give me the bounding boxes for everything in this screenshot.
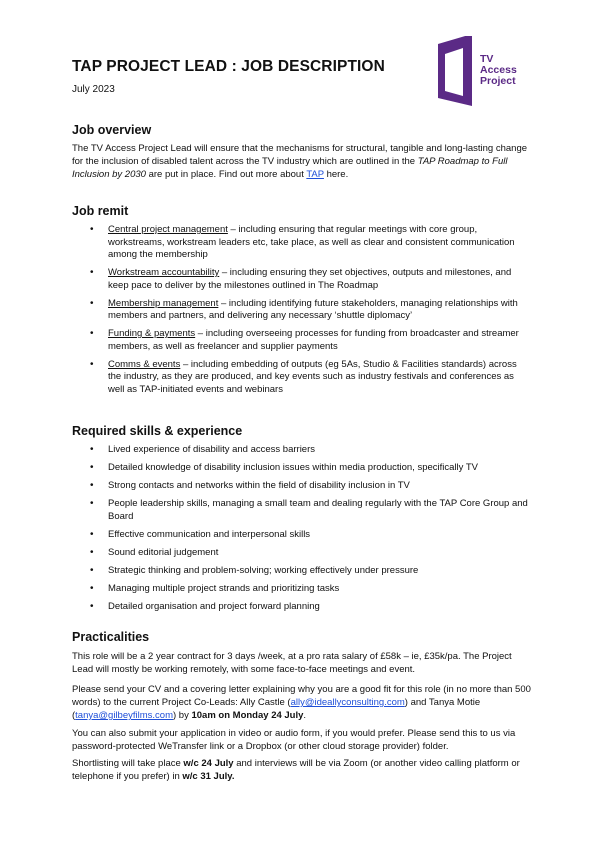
- skill-item: • Lived experience of disability and access barriers: [72, 444, 532, 457]
- skill-item: • Detailed knowledge of disability inclusion issues within media production, specifically TV: [72, 462, 532, 475]
- practicalities-video-option: You can also submit your application in video or audio form, if you would prefer. Please send this to us via password-protected WeTransfer link or a Dropbox (or other cloud storage provider) folder.: [72, 728, 516, 752]
- remit-item: [72, 359, 532, 397]
- remit-item-text: – including ensuring that regular meetings with core group, workstreams, workstream leaders etc, take place, as well as clear and consistent communication among the membership: [108, 224, 515, 260]
- skill-item: • People leadership skills, managing a small team and dealing regularly with the TAP Core Group and Board: [72, 498, 532, 523]
- remit-item: [72, 328, 532, 353]
- remit-item: [72, 224, 532, 262]
- skill-item: • Strong contacts and networks within the field of disability inclusion in TV: [72, 480, 532, 493]
- remit-item-title: Comms & events: [108, 358, 181, 370]
- application-text: Please send your CV and a covering letter explaining why you are a good fit for this role (in no more than 500 words) to the current Project Co-Leads: Ally Castle (: [72, 684, 531, 708]
- logo-line: Project: [480, 75, 516, 87]
- skill-item: • Sound editorial judgement: [72, 547, 532, 560]
- remit-item-text: – including overseeing processes for funding from broadcaster and streamer members, as well as freelancer and supplier payments: [108, 328, 519, 352]
- application-text: .: [303, 710, 307, 721]
- interview-date: w/c 31 July.: [182, 771, 235, 782]
- remit-item-text: – including embedding of outputs (eg 5As, Studio & Facilities standards) across the industry, as they are produced, and key events such as industry festivals and conferences as well as TAP-initiated events and webinars: [108, 358, 517, 395]
- overview-text: are put in place. Find out more about: [145, 169, 307, 180]
- remit-item: [72, 298, 532, 323]
- remit-item-title: Workstream accountability: [108, 267, 220, 278]
- page-title: TAP PROJECT LEAD : JOB DESCRIPTION: [72, 58, 385, 75]
- shortlisting-text: and interviews will be via Zoom (or another video calling platform or telephone if you prefer) in: [72, 758, 520, 782]
- heading-practicalities: Practicalities: [72, 630, 150, 644]
- tap-link[interactable]: TAP: [306, 169, 324, 180]
- remit-item: [72, 267, 532, 292]
- skills-list: [72, 444, 532, 619]
- remit-item-title: Funding & payments: [108, 328, 196, 339]
- heading-required-skills: Required skills & experience: [72, 424, 243, 438]
- application-text: ) by: [173, 710, 192, 721]
- document-date: July 2023: [72, 84, 115, 95]
- heading-job-remit: Job remit: [72, 204, 129, 218]
- email-link-tanya[interactable]: tanya@gilbeyfilms.com: [75, 710, 173, 721]
- practicalities-shortlisting: [72, 757, 532, 783]
- practicalities-application: [72, 683, 532, 722]
- skill-item: • Strategic thinking and problem-solving; working effectively under pressure: [72, 565, 532, 578]
- heading-job-overview: Job overview: [72, 123, 152, 137]
- remit-item-text: – including ensuring they set objectives, outputs and milestones, and keep pace to deliver by the milestones outlined in The Roadmap: [108, 267, 512, 291]
- remit-item-title: Central project management: [108, 224, 228, 235]
- roadmap-title: TAP Roadmap to Full Inclusion by 2030: [72, 156, 508, 180]
- overview-text: here.: [323, 169, 349, 180]
- skill-item: • Detailed organisation and project forward planning: [72, 601, 532, 614]
- remit-list: [72, 224, 532, 402]
- deadline-text: 10am on Monday 24 July: [191, 710, 304, 721]
- overview-paragraph: [72, 142, 532, 181]
- practicalities-contract: This role will be a 2 year contract for 3 days /week, at a pro rata salary of £58k – ie, £35k/pa. The Project Lead will mostly be working remotely, with some face-to-face meetings and event.: [72, 651, 512, 675]
- shortlisting-text: Shortlisting will take place: [72, 758, 184, 769]
- remit-item-title: Membership management: [108, 297, 219, 309]
- tap-logo-text: [480, 54, 517, 87]
- logo-line: Access: [480, 64, 517, 76]
- overview-text: The TV Access Project Lead will ensure that the mechanisms for structural, tangible and long-lasting change for the inclusion of disabled talent across the TV industry which are outlined in the: [72, 143, 528, 167]
- application-text: ) and Tanya Motie (: [72, 697, 481, 721]
- skill-item: • Managing multiple project strands and prioritizing tasks: [72, 583, 532, 596]
- email-link-ally[interactable]: ally@ideallyconsulting.com: [290, 697, 405, 708]
- logo-line: TV: [480, 53, 494, 65]
- remit-item-text: – including identifying future stakeholders, managing relationships with members and partners, and delivering any necessary ‘shuttle diplomacy’: [108, 297, 518, 321]
- shortlisting-date: w/c 24 July: [183, 758, 234, 769]
- skill-item: • Effective communication and interpersonal skills: [72, 529, 532, 542]
